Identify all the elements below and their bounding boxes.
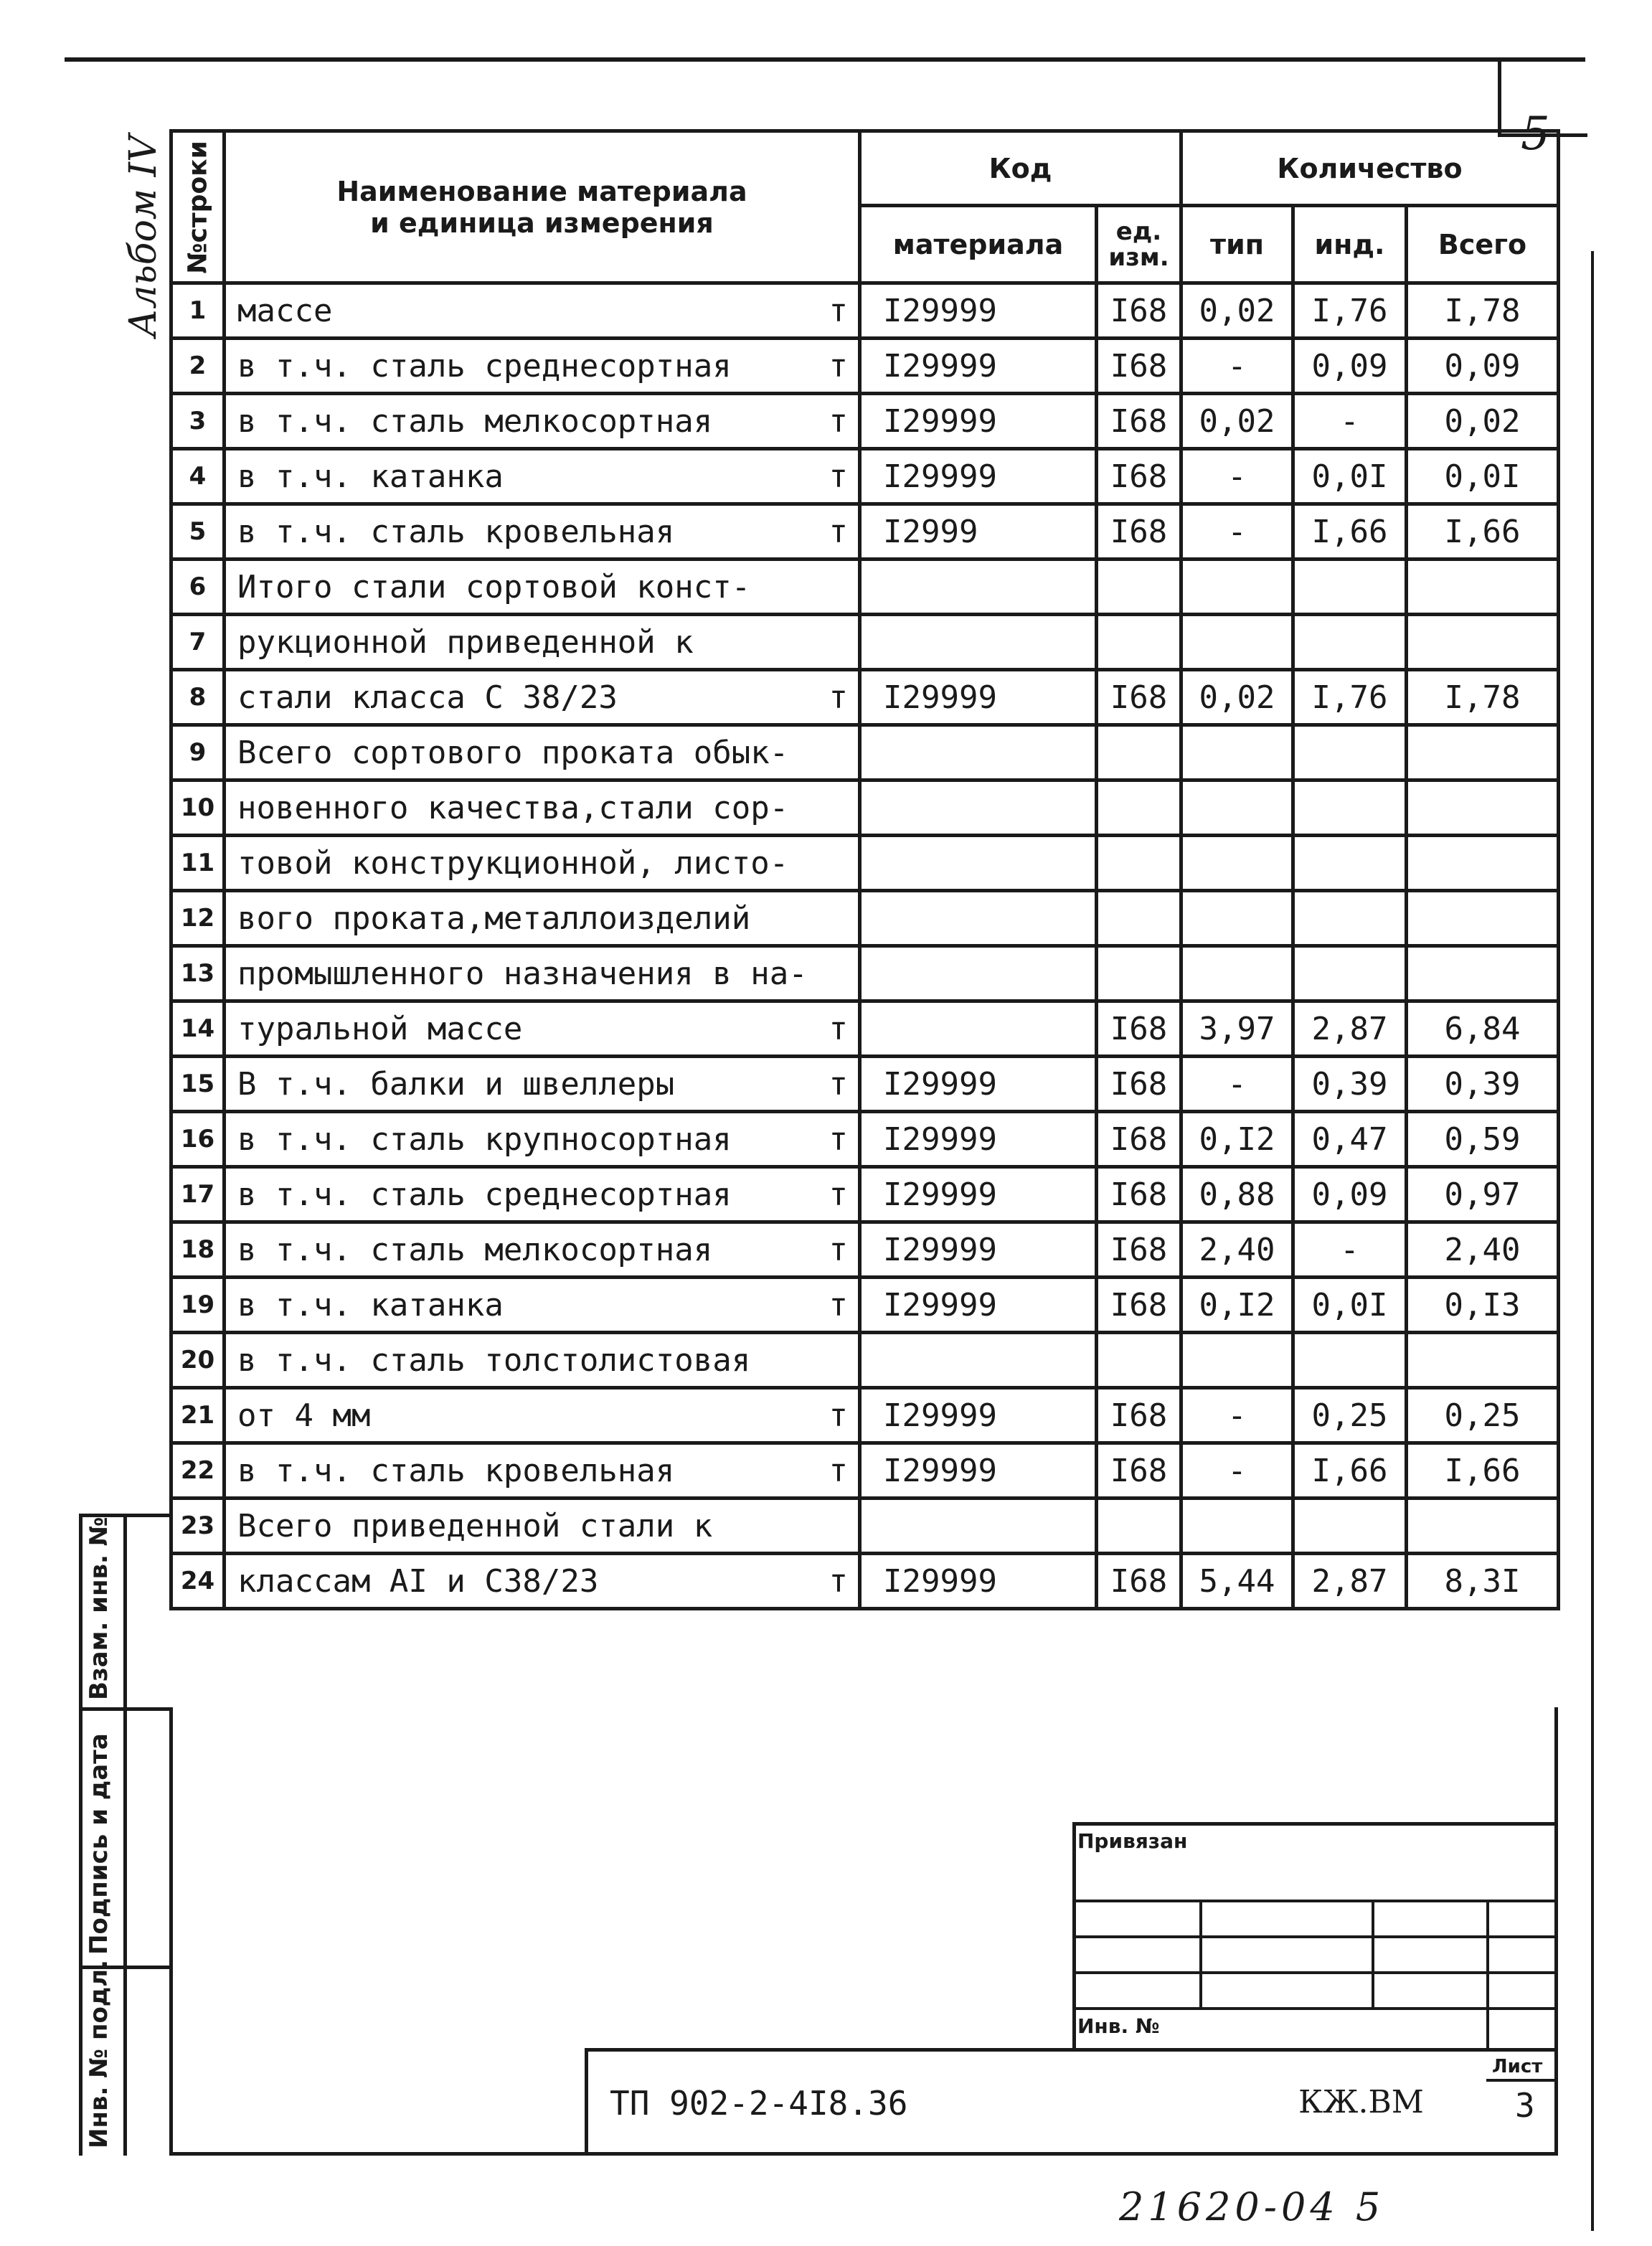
- row-material-code: I29999: [860, 1278, 1097, 1333]
- row-unit-text: т: [829, 1010, 848, 1047]
- row-qty-total: I,78: [1407, 283, 1559, 339]
- row-unit-text: т: [829, 1120, 848, 1158]
- row-qty-ind: [1293, 891, 1407, 946]
- row-unit-code: [1097, 1333, 1181, 1388]
- row-unit-text: т: [829, 1562, 848, 1600]
- row-material-code: [860, 891, 1097, 946]
- row-unit-text: т: [829, 1452, 848, 1489]
- row-number: 24: [171, 1554, 225, 1609]
- row-qty-typ: [1181, 615, 1293, 670]
- row-unit-text: т: [829, 1065, 848, 1103]
- table-row: [171, 670, 1559, 725]
- row-qty-typ: 0,I2: [1181, 1278, 1293, 1333]
- header-material: материала: [860, 206, 1097, 283]
- row-unit-text: т: [829, 1176, 848, 1213]
- row-qty-total: 0,25: [1407, 1388, 1559, 1443]
- row-qty-typ: [1181, 1499, 1293, 1554]
- row-qty-total: 0,97: [1407, 1167, 1559, 1222]
- row-material-code: [860, 560, 1097, 615]
- header-name-line1: Наименование материала: [336, 175, 747, 207]
- header-unit-line2: изм.: [1108, 242, 1169, 272]
- row-name: [225, 449, 860, 504]
- row-qty-typ: -: [1181, 1388, 1293, 1443]
- row-name: [225, 1443, 860, 1499]
- row-unit-code: I68: [1097, 1222, 1181, 1278]
- row-name-text: Итого стали сортовой конст-: [237, 568, 751, 605]
- row-unit-code: I68: [1097, 449, 1181, 504]
- top-rule: [65, 57, 1585, 62]
- row-qty-ind: I,76: [1293, 670, 1407, 725]
- inv-no-orig-label: Инв. № подл.: [85, 1959, 113, 2148]
- row-number: 1: [171, 283, 225, 339]
- row-name: [225, 560, 860, 615]
- row-qty-typ: 2,40: [1181, 1222, 1293, 1278]
- table-row: [171, 725, 1559, 780]
- row-qty-typ: -: [1181, 339, 1293, 394]
- row-qty-typ: 0,02: [1181, 394, 1293, 449]
- attached-row3: [1072, 1971, 1558, 1974]
- row-number: 12: [171, 891, 225, 946]
- row-unit-text: т: [829, 1231, 848, 1268]
- row-number: 18: [171, 1222, 225, 1278]
- row-qty-ind: 0,39: [1293, 1057, 1407, 1112]
- table-row: [171, 504, 1559, 560]
- row-qty-typ: 0,02: [1181, 670, 1293, 725]
- row-qty-total: I,78: [1407, 670, 1559, 725]
- row-unit-code: I68: [1097, 394, 1181, 449]
- row-name: [225, 1167, 860, 1222]
- spec-table: [169, 129, 1560, 1610]
- row-qty-total: I,66: [1407, 1443, 1559, 1499]
- row-qty-typ: -: [1181, 1057, 1293, 1112]
- row-name-text: в т.ч. сталь кровельная: [237, 513, 675, 550]
- row-number: 17: [171, 1167, 225, 1222]
- row-name: [225, 1222, 860, 1278]
- table-row: [171, 615, 1559, 670]
- row-name: [225, 1112, 860, 1167]
- row-name: [225, 1278, 860, 1333]
- sheet-number: 3: [1515, 2086, 1535, 2125]
- table-row: [171, 1388, 1559, 1443]
- row-number: 16: [171, 1112, 225, 1167]
- row-number: 6: [171, 560, 225, 615]
- row-material-code: [860, 946, 1097, 1001]
- row-name-text: в т.ч. сталь кровельная: [237, 1452, 675, 1489]
- row-number: 15: [171, 1057, 225, 1112]
- row-qty-total: [1407, 725, 1559, 780]
- row-number: 21: [171, 1388, 225, 1443]
- table-row: [171, 1333, 1559, 1388]
- attached-row2: [1072, 1935, 1558, 1938]
- table-row: [171, 449, 1559, 504]
- row-material-code: I29999: [860, 1443, 1097, 1499]
- row-qty-typ: -: [1181, 1443, 1293, 1499]
- row-name-text: новенного качества,стали сор-: [237, 789, 789, 826]
- row-name: [225, 1333, 860, 1388]
- table-row: [171, 1278, 1559, 1333]
- side-stamp-divider: [123, 1514, 127, 2156]
- row-name: [225, 339, 860, 394]
- row-name: [225, 725, 860, 780]
- row-name-text: В т.ч. балки и швеллеры: [237, 1065, 675, 1103]
- row-unit-code: I68: [1097, 1388, 1181, 1443]
- row-unit-text: т: [829, 1397, 848, 1434]
- row-name-text: в т.ч. сталь толстолистовая: [237, 1341, 751, 1379]
- row-qty-total: [1407, 891, 1559, 946]
- row-qty-typ: 0,I2: [1181, 1112, 1293, 1167]
- row-number: 9: [171, 725, 225, 780]
- row-name-text: в т.ч. сталь крупносортная: [237, 1120, 732, 1158]
- row-material-code: I2999: [860, 504, 1097, 560]
- row-unit-text: т: [829, 513, 848, 550]
- header-quantity: Количество: [1181, 131, 1559, 206]
- row-number: 11: [171, 836, 225, 891]
- row-qty-ind: [1293, 560, 1407, 615]
- header-ind: инд.: [1293, 206, 1407, 283]
- table-row: [171, 394, 1559, 449]
- row-unit-code: [1097, 615, 1181, 670]
- row-material-code: I29999: [860, 1057, 1097, 1112]
- row-material-code: I29999: [860, 449, 1097, 504]
- row-number: 3: [171, 394, 225, 449]
- side-stamp-sep1: [79, 1707, 171, 1711]
- table-row: [171, 1112, 1559, 1167]
- page-right-edge: [1591, 251, 1594, 2231]
- row-material-code: I29999: [860, 1222, 1097, 1278]
- row-material-code: I29999: [860, 283, 1097, 339]
- inv-no-label: Инв. №: [1077, 2014, 1160, 2038]
- row-qty-typ: [1181, 891, 1293, 946]
- row-qty-total: [1407, 1499, 1559, 1554]
- row-material-code: [860, 725, 1097, 780]
- row-name: [225, 615, 860, 670]
- row-qty-typ: [1181, 560, 1293, 615]
- row-material-code: I29999: [860, 339, 1097, 394]
- row-material-code: [860, 780, 1097, 836]
- row-qty-ind: 2,87: [1293, 1554, 1407, 1609]
- row-name: [225, 394, 860, 449]
- side-stamp-outer: [79, 1514, 82, 2156]
- row-unit-code: I68: [1097, 339, 1181, 394]
- row-qty-typ: [1181, 1333, 1293, 1388]
- row-unit-code: I68: [1097, 1167, 1181, 1222]
- row-qty-total: [1407, 780, 1559, 836]
- row-qty-total: 8,3I: [1407, 1554, 1559, 1609]
- row-qty-ind: I,66: [1293, 504, 1407, 560]
- table-row: [171, 560, 1559, 615]
- doc-mark: КЖ.ВМ: [1298, 2084, 1424, 2120]
- row-unit-code: I68: [1097, 1112, 1181, 1167]
- row-qty-typ: 0,02: [1181, 283, 1293, 339]
- table-row: [171, 1499, 1559, 1554]
- row-name-text: в т.ч. катанка: [237, 458, 504, 495]
- row-name: [225, 1388, 860, 1443]
- row-qty-total: [1407, 1333, 1559, 1388]
- row-qty-total: I,66: [1407, 504, 1559, 560]
- row-number: 10: [171, 780, 225, 836]
- row-name-text: от 4 мм: [237, 1397, 371, 1434]
- row-qty-typ: [1181, 836, 1293, 891]
- row-name-text: рукционной приведенной к: [237, 623, 694, 661]
- row-name-text: товой конструкционной, листо-: [237, 844, 789, 882]
- row-unit-code: I68: [1097, 283, 1181, 339]
- attached-col3: [1486, 1900, 1489, 2052]
- row-qty-ind: [1293, 836, 1407, 891]
- row-name-text: в т.ч. сталь мелкосортная: [237, 1231, 713, 1268]
- row-name: [225, 670, 860, 725]
- row-unit-code: [1097, 836, 1181, 891]
- row-unit-code: I68: [1097, 1554, 1181, 1609]
- row-qty-ind: I,66: [1293, 1443, 1407, 1499]
- doc-code: ТП 902-2-4I8.36: [610, 2084, 908, 2123]
- row-name-text: туральной массе: [237, 1010, 523, 1047]
- row-unit-code: I68: [1097, 504, 1181, 560]
- row-number: 5: [171, 504, 225, 560]
- row-qty-total: 0,59: [1407, 1112, 1559, 1167]
- row-name-text: Всего приведенной стали к: [237, 1507, 713, 1544]
- header-typ: тип: [1181, 206, 1293, 283]
- row-material-code: I29999: [860, 1554, 1097, 1609]
- row-qty-ind: I,76: [1293, 283, 1407, 339]
- row-number: 19: [171, 1278, 225, 1333]
- row-number: 8: [171, 670, 225, 725]
- row-number: 14: [171, 1001, 225, 1057]
- row-unit-code: [1097, 780, 1181, 836]
- row-unit-code: [1097, 891, 1181, 946]
- row-number: 23: [171, 1499, 225, 1554]
- row-qty-total: 6,84: [1407, 1001, 1559, 1057]
- table-row: [171, 946, 1559, 1001]
- attached-col2: [1372, 1900, 1374, 2009]
- row-qty-typ: 0,88: [1181, 1167, 1293, 1222]
- row-qty-ind: [1293, 1333, 1407, 1388]
- frame-left-border: [169, 1707, 173, 2156]
- row-qty-total: 0,02: [1407, 394, 1559, 449]
- attached-row4: [1072, 2007, 1558, 2010]
- frame-right-border: [1554, 1707, 1558, 2156]
- row-qty-typ: [1181, 946, 1293, 1001]
- row-material-code: I29999: [860, 1167, 1097, 1222]
- row-qty-ind: [1293, 1499, 1407, 1554]
- row-unit-text: т: [829, 402, 848, 440]
- row-unit-code: I68: [1097, 1057, 1181, 1112]
- row-qty-typ: 5,44: [1181, 1554, 1293, 1609]
- row-unit-text: т: [829, 458, 848, 495]
- row-name: [225, 1057, 860, 1112]
- sign-date-label: Подпись и дата: [85, 1733, 113, 1955]
- row-material-code: I29999: [860, 670, 1097, 725]
- row-qty-ind: 0,0I: [1293, 1278, 1407, 1333]
- row-qty-typ: -: [1181, 504, 1293, 560]
- row-qty-total: [1407, 836, 1559, 891]
- row-unit-text: т: [829, 1286, 848, 1323]
- row-qty-ind: 0,25: [1293, 1388, 1407, 1443]
- row-unit-code: [1097, 946, 1181, 1001]
- row-material-code: [860, 836, 1097, 891]
- row-qty-total: 0,09: [1407, 339, 1559, 394]
- row-qty-ind: [1293, 725, 1407, 780]
- row-material-code: I29999: [860, 394, 1097, 449]
- row-material-code: [860, 1001, 1097, 1057]
- row-number: 7: [171, 615, 225, 670]
- row-name-text: в т.ч. катанка: [237, 1286, 504, 1323]
- album-label: Альбом IV: [122, 135, 165, 337]
- row-qty-ind: 0,47: [1293, 1112, 1407, 1167]
- row-number: 20: [171, 1333, 225, 1388]
- row-name: [225, 1499, 860, 1554]
- row-qty-total: [1407, 560, 1559, 615]
- row-name-text: стали класса С 38/23: [237, 679, 618, 716]
- row-unit-code: [1097, 1499, 1181, 1554]
- row-material-code: I29999: [860, 1112, 1097, 1167]
- row-name: [225, 283, 860, 339]
- row-name-text: Всего сортового проката обык-: [237, 734, 789, 771]
- spec-body: [171, 283, 1559, 1609]
- page-number-divider: [1498, 57, 1501, 136]
- row-qty-ind: 0,09: [1293, 1167, 1407, 1222]
- row-qty-total: 0,0I: [1407, 449, 1559, 504]
- row-name-text: промышленного назначения в на-: [237, 955, 808, 992]
- row-number: 13: [171, 946, 225, 1001]
- row-name: [225, 1554, 860, 1609]
- row-material-code: I29999: [860, 1388, 1097, 1443]
- attached-col1: [1199, 1900, 1202, 2009]
- replace-inv-label: Взам. инв. №: [85, 1516, 113, 1700]
- row-number: 22: [171, 1443, 225, 1499]
- row-qty-ind: 0,0I: [1293, 449, 1407, 504]
- stamp-top: [585, 2048, 1558, 2052]
- row-qty-ind: -: [1293, 394, 1407, 449]
- row-material-code: [860, 1499, 1097, 1554]
- attached-top: [1072, 1822, 1558, 1826]
- row-qty-total: 0,39: [1407, 1057, 1559, 1112]
- row-qty-ind: [1293, 946, 1407, 1001]
- header-code: Код: [860, 131, 1181, 206]
- row-qty-total: 0,I3: [1407, 1278, 1559, 1333]
- header-unit: [1097, 206, 1181, 283]
- row-qty-ind: [1293, 780, 1407, 836]
- row-qty-ind: 0,09: [1293, 339, 1407, 394]
- table-row: [171, 891, 1559, 946]
- row-qty-total: [1407, 615, 1559, 670]
- row-unit-code: I68: [1097, 1278, 1181, 1333]
- table-row: [171, 339, 1559, 394]
- row-name-text: в т.ч. сталь среднесортная: [237, 347, 732, 384]
- sheet-label-underline: [1486, 2079, 1558, 2082]
- row-material-code: [860, 615, 1097, 670]
- row-name-text: в т.ч. сталь среднесортная: [237, 1176, 732, 1213]
- row-name-text: массе: [237, 292, 333, 329]
- table-row: [171, 1001, 1559, 1057]
- table-row: [171, 1443, 1559, 1499]
- row-qty-ind: [1293, 615, 1407, 670]
- row-qty-total: 2,40: [1407, 1222, 1559, 1278]
- row-unit-code: I68: [1097, 670, 1181, 725]
- frame-bottom-border: [169, 2152, 1558, 2156]
- table-row: [171, 780, 1559, 836]
- row-name-text: классам АI и С38/23: [237, 1562, 599, 1600]
- row-name: [225, 891, 860, 946]
- header-name: [225, 131, 860, 283]
- row-qty-typ: -: [1181, 449, 1293, 504]
- archive-number: 21620-04 5: [1119, 2184, 1385, 2230]
- page-number: 5: [1521, 108, 1550, 161]
- row-unit-code: I68: [1097, 1443, 1181, 1499]
- stamp-left: [585, 2048, 588, 2156]
- row-unit-code: [1097, 560, 1181, 615]
- row-unit-text: т: [829, 292, 848, 329]
- row-name: [225, 780, 860, 836]
- row-name: [225, 1001, 860, 1057]
- table-row: [171, 1222, 1559, 1278]
- attached-row1: [1072, 1900, 1558, 1902]
- row-unit-text: т: [829, 679, 848, 716]
- row-qty-ind: -: [1293, 1222, 1407, 1278]
- row-qty-typ: 3,97: [1181, 1001, 1293, 1057]
- table-row: [171, 283, 1559, 339]
- row-qty-ind: 2,87: [1293, 1001, 1407, 1057]
- row-name-text: в т.ч. сталь мелкосортная: [237, 402, 713, 440]
- sheet-label: Лист: [1492, 2056, 1543, 2077]
- table-row: [171, 1057, 1559, 1112]
- row-name: [225, 504, 860, 560]
- row-unit-text: т: [829, 347, 848, 384]
- table-row: [171, 1167, 1559, 1222]
- row-qty-total: [1407, 946, 1559, 1001]
- row-qty-typ: [1181, 780, 1293, 836]
- header-row-no: [171, 131, 225, 283]
- row-name: [225, 836, 860, 891]
- header-name-line2: и единица измерения: [370, 207, 714, 239]
- attached-label: Привязан: [1077, 1829, 1188, 1853]
- row-name-text: вого проката,металлоизделий: [237, 900, 751, 937]
- row-number: 4: [171, 449, 225, 504]
- table-row: [171, 1554, 1559, 1609]
- header-unit-line1: ед.: [1115, 217, 1162, 246]
- row-name: [225, 946, 860, 1001]
- row-unit-code: [1097, 725, 1181, 780]
- row-number: 2: [171, 339, 225, 394]
- header-total: Всего: [1407, 206, 1559, 283]
- row-unit-code: I68: [1097, 1001, 1181, 1057]
- row-material-code: [860, 1333, 1097, 1388]
- header-row-no-label: №строки: [183, 140, 212, 274]
- table-row: [171, 836, 1559, 891]
- row-qty-typ: [1181, 725, 1293, 780]
